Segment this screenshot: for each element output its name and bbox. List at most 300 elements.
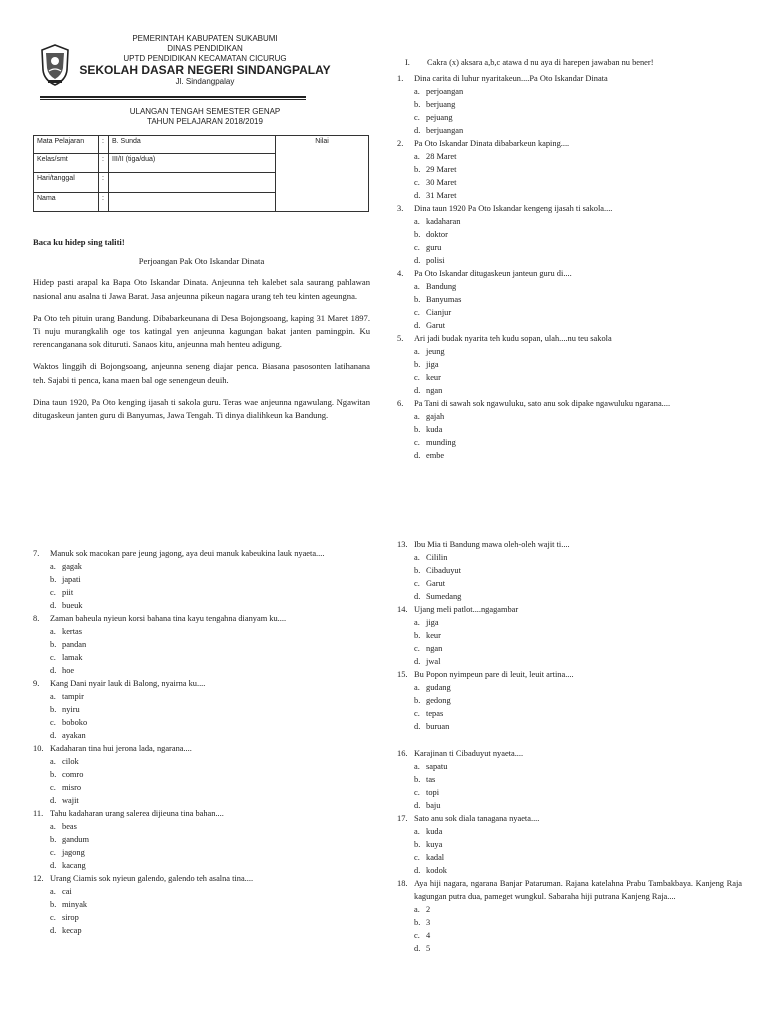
option-text: kuda bbox=[426, 827, 443, 836]
option-text: keur bbox=[426, 631, 441, 640]
option-text: baju bbox=[426, 801, 441, 810]
option-text: Garut bbox=[426, 321, 446, 330]
answer-option[interactable] bbox=[397, 681, 742, 694]
option-text: kadal bbox=[426, 853, 445, 862]
score-label: Nilai bbox=[315, 138, 329, 145]
question-stem: Sato anu sok diala tanagana nyaeta.... bbox=[414, 814, 540, 823]
info-sep: : bbox=[99, 136, 109, 154]
option-text: bueuk bbox=[62, 601, 83, 610]
question-number: 3. bbox=[397, 204, 404, 213]
question-item bbox=[33, 677, 371, 742]
option-text: 4 bbox=[426, 931, 431, 940]
question-stem: Pa Tani di sawah sok ngawuluku, sato anu sok dipake ngawuluku ngarana.... bbox=[414, 399, 671, 408]
info-label: Hari/tanggal bbox=[34, 173, 99, 193]
class-value: III/II (tiga/dua) bbox=[109, 154, 276, 173]
option-letter: c. bbox=[414, 579, 420, 588]
option-letter: b. bbox=[50, 640, 57, 649]
answer-option[interactable] bbox=[397, 616, 742, 629]
question-item bbox=[397, 202, 742, 267]
answer-option[interactable] bbox=[33, 560, 371, 573]
option-letter: b. bbox=[414, 840, 421, 849]
question-item bbox=[397, 812, 742, 877]
option-letter: d. bbox=[414, 451, 421, 460]
question-stem: Kadaharan tina hui jerona lada, ngarana.... bbox=[50, 744, 192, 753]
option-text: tampir bbox=[62, 692, 84, 701]
answer-option[interactable] bbox=[397, 903, 742, 916]
question-number: 14. bbox=[397, 605, 408, 614]
exam-year: TAHUN PELAJARAN 2018/2019 bbox=[147, 117, 263, 126]
option-text: kuda bbox=[426, 425, 443, 434]
answer-option[interactable] bbox=[33, 846, 371, 859]
option-letter: d. bbox=[414, 944, 421, 953]
option-letter: d. bbox=[414, 126, 421, 135]
option-text: kertas bbox=[62, 627, 82, 636]
answer-option[interactable] bbox=[397, 189, 742, 202]
answer-option[interactable] bbox=[397, 825, 742, 838]
question-item bbox=[397, 877, 742, 955]
option-letter: c. bbox=[414, 308, 420, 317]
answer-option[interactable] bbox=[33, 898, 371, 911]
uptd-line: UPTD PENDIDIKAN KECAMATAN CICURUG bbox=[123, 54, 287, 63]
answer-option[interactable] bbox=[397, 436, 742, 449]
question-item bbox=[397, 72, 742, 137]
option-text: doktor bbox=[426, 230, 448, 239]
option-text: 30 Maret bbox=[426, 178, 457, 187]
question-item bbox=[33, 807, 371, 872]
question-number: 1. bbox=[397, 74, 404, 83]
question-number: 7. bbox=[33, 549, 40, 558]
question-item bbox=[397, 603, 742, 668]
info-sep: : bbox=[99, 193, 109, 212]
question-number: 13. bbox=[397, 540, 408, 549]
answer-option[interactable] bbox=[397, 551, 742, 564]
answer-option[interactable] bbox=[33, 768, 371, 781]
answer-option[interactable] bbox=[397, 929, 742, 942]
option-text: keur bbox=[426, 373, 441, 382]
question-item bbox=[397, 668, 742, 733]
option-text: japati bbox=[62, 575, 81, 584]
option-letter: b. bbox=[414, 100, 421, 109]
option-letter: a. bbox=[414, 282, 420, 291]
answer-option[interactable] bbox=[397, 864, 742, 877]
question-stem: Ibu Mia ti Bandung mawa oleh-oleh wajit ti.... bbox=[414, 540, 570, 549]
option-letter: a. bbox=[414, 618, 420, 627]
option-letter: d. bbox=[414, 256, 421, 265]
option-letter: d. bbox=[50, 926, 57, 935]
reading-paragraph: Hidep pasti arapal ka Bapa Oto Iskandar Dinata. Anjeunna teh kalebet sala saurang pahlawan nasional anu asalna ti Jawa Barat. Jasa anjeunna pikeun nagara urang teh teu kinten ageungna. bbox=[33, 277, 370, 301]
option-letter: b. bbox=[50, 900, 57, 909]
option-letter: a. bbox=[414, 553, 420, 562]
answer-option[interactable] bbox=[33, 638, 371, 651]
option-letter: d. bbox=[414, 722, 421, 731]
option-text: kuya bbox=[426, 840, 443, 849]
answer-option[interactable] bbox=[397, 371, 742, 384]
answer-option[interactable] bbox=[397, 449, 742, 462]
answer-option[interactable] bbox=[33, 833, 371, 846]
answer-option[interactable] bbox=[397, 564, 742, 577]
question-stem: Pa Oto Iskandar Dinata dibabarkeun kaping.... bbox=[414, 139, 570, 148]
option-letter: d. bbox=[414, 386, 421, 395]
gov-line: PEMERINTAH KABUPATEN SUKABUMI bbox=[132, 34, 278, 43]
answer-option[interactable] bbox=[397, 655, 742, 668]
question-number: 9. bbox=[33, 679, 40, 688]
answer-option[interactable] bbox=[397, 410, 742, 423]
question-stem: Tahu kadaharan urang salerea dijieuna tina bahan.... bbox=[50, 809, 224, 818]
option-letter: b. bbox=[414, 918, 421, 927]
option-text: 5 bbox=[426, 944, 431, 953]
option-text: Sumedang bbox=[426, 592, 462, 601]
subject-value: B. Sunda bbox=[109, 136, 276, 154]
answer-option[interactable] bbox=[33, 794, 371, 807]
answer-option[interactable] bbox=[33, 573, 371, 586]
answer-option[interactable] bbox=[397, 694, 742, 707]
option-letter: b. bbox=[414, 696, 421, 705]
answer-option[interactable] bbox=[397, 319, 742, 332]
answer-option[interactable] bbox=[397, 577, 742, 590]
option-text: kadaharan bbox=[426, 217, 461, 226]
score-box bbox=[276, 136, 369, 212]
question-stem: Manuk sok macokan pare jeung jagong, aya deui manuk kabeukina lauk nyaeta.... bbox=[50, 549, 325, 558]
option-text: kacang bbox=[62, 861, 86, 870]
option-text: 29 Maret bbox=[426, 165, 457, 174]
option-text: sirop bbox=[62, 913, 79, 922]
question-item bbox=[397, 267, 742, 332]
option-text: Cibaduyut bbox=[426, 566, 461, 575]
question-stem: Karajinan ti Cibaduyut nyaeta.... bbox=[414, 749, 524, 758]
option-letter: d. bbox=[414, 657, 421, 666]
option-text: berjuangan bbox=[426, 126, 464, 135]
option-letter: c. bbox=[414, 438, 420, 447]
header-divider-thin bbox=[40, 99, 306, 100]
option-letter: b. bbox=[50, 575, 57, 584]
question-number: 18. bbox=[397, 879, 408, 888]
option-letter: a. bbox=[50, 562, 56, 571]
option-text: cilok bbox=[62, 757, 79, 766]
option-text: beas bbox=[62, 822, 77, 831]
info-sep: : bbox=[99, 173, 109, 193]
option-letter: b. bbox=[50, 770, 57, 779]
option-letter: d. bbox=[50, 861, 57, 870]
option-text: pejuang bbox=[426, 113, 453, 122]
answer-option[interactable] bbox=[397, 98, 742, 111]
question-stem: Ari jadi budak nyarita teh kudu sopan, ulah....nu teu sakola bbox=[414, 334, 612, 343]
answer-option[interactable] bbox=[33, 820, 371, 833]
date-field[interactable] bbox=[109, 173, 276, 193]
question-number: 4. bbox=[397, 269, 404, 278]
question-number: 15. bbox=[397, 670, 408, 679]
option-letter: a. bbox=[414, 762, 420, 771]
answer-option[interactable] bbox=[33, 716, 371, 729]
answer-option[interactable] bbox=[397, 786, 742, 799]
question-item bbox=[397, 332, 742, 397]
question-stem: Pa Oto Iskandar ditugaskeun janteun guru di.... bbox=[414, 269, 572, 278]
option-letter: a. bbox=[414, 347, 420, 356]
option-text: Banyumas bbox=[426, 295, 462, 304]
option-text: jiga bbox=[426, 360, 439, 369]
answer-option[interactable] bbox=[397, 345, 742, 358]
option-letter: c. bbox=[414, 644, 420, 653]
answer-option[interactable] bbox=[397, 150, 742, 163]
answer-option[interactable] bbox=[397, 176, 742, 189]
answer-option[interactable] bbox=[33, 664, 371, 677]
answer-option[interactable] bbox=[397, 642, 742, 655]
option-text: ayakan bbox=[62, 731, 86, 740]
option-text: 31 Maret bbox=[426, 191, 457, 200]
option-letter: c. bbox=[414, 113, 420, 122]
option-letter: c. bbox=[414, 788, 420, 797]
option-text: pandan bbox=[62, 640, 87, 649]
question-item bbox=[397, 397, 742, 462]
answer-option[interactable] bbox=[397, 111, 742, 124]
answer-option[interactable] bbox=[397, 124, 742, 137]
questions-bottom-right bbox=[397, 538, 742, 955]
answer-option[interactable] bbox=[33, 586, 371, 599]
option-letter: c. bbox=[50, 783, 56, 792]
option-text: Bandung bbox=[426, 282, 457, 291]
info-sep: : bbox=[99, 154, 109, 173]
answer-option[interactable] bbox=[397, 942, 742, 955]
question-item bbox=[397, 538, 742, 603]
answer-option[interactable] bbox=[397, 241, 742, 254]
option-letter: c. bbox=[50, 653, 56, 662]
question-stem: Dina taun 1920 Pa Oto Iskandar kengeng ijasah ti sakola.... bbox=[414, 204, 613, 213]
option-text: minyak bbox=[62, 900, 88, 909]
answer-option[interactable] bbox=[33, 781, 371, 794]
answer-option[interactable] bbox=[397, 799, 742, 812]
option-text: gajah bbox=[426, 412, 445, 421]
question-number: 16. bbox=[397, 749, 408, 758]
answer-option[interactable] bbox=[33, 703, 371, 716]
option-text: Garut bbox=[426, 579, 446, 588]
option-text: Cililin bbox=[426, 553, 448, 562]
option-text: cai bbox=[62, 887, 72, 896]
option-text: jiga bbox=[426, 618, 439, 627]
question-item bbox=[397, 747, 742, 812]
exam-title: ULANGAN TENGAH SEMESTER GENAP bbox=[129, 107, 281, 116]
option-letter: c. bbox=[50, 913, 56, 922]
option-letter: d. bbox=[414, 321, 421, 330]
option-text: gudang bbox=[426, 683, 451, 692]
answer-option[interactable] bbox=[33, 911, 371, 924]
option-text: jagong bbox=[62, 848, 85, 857]
answer-option[interactable] bbox=[397, 916, 742, 929]
option-text: embe bbox=[426, 451, 445, 460]
reading-title: Perjoangan Pak Oto Iskandar Dinata bbox=[138, 256, 265, 267]
option-letter: a. bbox=[50, 627, 56, 636]
answer-option[interactable] bbox=[397, 254, 742, 267]
reading-paragraph: Pa Oto teh pituin urang Bandung. Dibabarkeunana di Desa Bojongsoang, kaping 31 Maret 1897. Ti nuju murangkalih oge tos katingal yen anjeunna kagungan bakat janten pamingpin. Ku rerencanganana sok dituruti. Sanaos kitu, anjeunna mah henteu adigung. bbox=[33, 312, 370, 350]
answer-option[interactable] bbox=[397, 629, 742, 642]
answer-option[interactable] bbox=[397, 423, 742, 436]
option-letter: d. bbox=[50, 666, 57, 675]
option-letter: c. bbox=[50, 718, 56, 727]
option-letter: c. bbox=[414, 931, 420, 940]
option-letter: b. bbox=[414, 230, 421, 239]
option-letter: b. bbox=[414, 360, 421, 369]
option-letter: a. bbox=[414, 827, 420, 836]
student-info-table bbox=[33, 135, 369, 212]
option-letter: a. bbox=[50, 887, 56, 896]
option-text: perjoangan bbox=[426, 87, 464, 96]
question-item bbox=[33, 872, 371, 937]
option-letter: b. bbox=[414, 165, 421, 174]
reading-paragraph: Dina taun 1920, Pa Oto kenging ijasah ti sakola guru. Teras wae anjeunna ngawulang. Ngawitan ditugaskeun janten guru di Banyumas, Jawa Tengah. Ti dinya dialihkeun ka Bandung. bbox=[33, 396, 370, 421]
answer-option[interactable] bbox=[397, 838, 742, 851]
option-letter: c. bbox=[414, 853, 420, 862]
option-text: ngan bbox=[426, 644, 443, 653]
answer-option[interactable] bbox=[33, 599, 371, 612]
question-number: 10. bbox=[33, 744, 44, 753]
school-name: SEKOLAH DASAR NEGERI SINDANGPALAY bbox=[79, 63, 331, 77]
answer-option[interactable] bbox=[33, 625, 371, 638]
reading-instruction: Baca ku hidep sing taliti! bbox=[33, 237, 125, 247]
questions-bottom-left bbox=[33, 547, 371, 937]
option-text: ngan bbox=[426, 386, 443, 395]
option-text: misro bbox=[62, 783, 82, 792]
reading-paragraph: Waktos linggih di Bojongsoang, anjeunna seneng diajar penca. Biasana pasosonten latihanana teh. Sajabi ti penca, kana maen bal oge senengeun deuih. bbox=[33, 361, 370, 385]
answer-option[interactable] bbox=[33, 924, 371, 937]
question-number: 8. bbox=[33, 614, 40, 623]
answer-option[interactable] bbox=[397, 293, 742, 306]
option-letter: d. bbox=[414, 866, 421, 875]
answer-option[interactable] bbox=[33, 859, 371, 872]
option-letter: c. bbox=[414, 178, 420, 187]
option-letter: d. bbox=[50, 601, 57, 610]
question-number: 5. bbox=[397, 334, 404, 343]
answer-option[interactable] bbox=[397, 85, 742, 98]
question-item bbox=[33, 547, 371, 612]
option-text: 28 Maret bbox=[426, 152, 457, 161]
answer-option[interactable] bbox=[397, 163, 742, 176]
option-letter: b. bbox=[414, 295, 421, 304]
question-number: 6. bbox=[397, 399, 404, 408]
option-letter: c. bbox=[414, 243, 420, 252]
question-number: 11. bbox=[33, 809, 44, 818]
option-letter: a. bbox=[50, 757, 56, 766]
answer-option[interactable] bbox=[397, 215, 742, 228]
option-text: munding bbox=[426, 438, 456, 447]
question-stem: Kang Dani nyair lauk di Balong, nyairna ku.... bbox=[50, 679, 206, 688]
answer-option[interactable] bbox=[397, 358, 742, 371]
header-divider bbox=[40, 96, 306, 98]
answer-option[interactable] bbox=[397, 851, 742, 864]
option-text: buruan bbox=[426, 722, 450, 731]
option-text: hoe bbox=[62, 666, 75, 675]
option-letter: d. bbox=[50, 731, 57, 740]
option-letter: b. bbox=[50, 705, 57, 714]
section-number: I. bbox=[405, 58, 410, 67]
option-letter: d. bbox=[414, 191, 421, 200]
question-stem: Dina carita di luhur nyaritakeun....Pa Oto Iskandar Dinata bbox=[414, 74, 608, 83]
option-letter: c. bbox=[50, 848, 56, 857]
question-stem: Ujang meli patlot....ngagambar bbox=[414, 605, 519, 614]
question-stem: Zaman baheula nyieun korsi bahana tina kayu tengahna dianyam ku.... bbox=[50, 614, 287, 623]
option-text: 2 bbox=[426, 905, 431, 914]
option-text: kodok bbox=[426, 866, 447, 875]
option-letter: b. bbox=[414, 775, 421, 784]
option-text: gandum bbox=[62, 835, 89, 844]
answer-option[interactable] bbox=[397, 707, 742, 720]
option-text: piit bbox=[62, 588, 74, 597]
question-number: 2. bbox=[397, 139, 404, 148]
option-text: gedong bbox=[426, 696, 451, 705]
question-item bbox=[397, 137, 742, 202]
option-text: kecap bbox=[62, 926, 82, 935]
name-field[interactable] bbox=[109, 193, 276, 212]
regency-logo bbox=[40, 44, 70, 86]
option-letter: a. bbox=[50, 822, 56, 831]
option-text: wajit bbox=[62, 796, 79, 805]
question-number: 12. bbox=[33, 874, 44, 883]
option-text: comro bbox=[62, 770, 84, 779]
option-text: 3 bbox=[426, 918, 431, 927]
option-letter: d. bbox=[50, 796, 57, 805]
option-letter: a. bbox=[414, 217, 420, 226]
option-letter: a. bbox=[414, 412, 420, 421]
answer-option[interactable] bbox=[33, 690, 371, 703]
question-stem: Bu Popon nyimpeun pare di leuit, leuit artina.... bbox=[414, 670, 574, 679]
option-text: jeung bbox=[426, 347, 445, 356]
option-text: sapatu bbox=[426, 762, 448, 771]
answer-option[interactable] bbox=[397, 590, 742, 603]
answer-option[interactable] bbox=[397, 228, 742, 241]
school-address: Jl. Sindangpalay bbox=[175, 77, 235, 86]
answer-option[interactable] bbox=[33, 885, 371, 898]
option-text: boboko bbox=[62, 718, 88, 727]
info-label: Kelas/smt bbox=[34, 154, 99, 173]
answer-option[interactable] bbox=[397, 720, 742, 733]
option-text: gagak bbox=[62, 562, 82, 571]
option-text: lamak bbox=[62, 653, 83, 662]
question-item bbox=[33, 612, 371, 677]
option-text: polisi bbox=[426, 256, 445, 265]
option-letter: b. bbox=[414, 425, 421, 434]
question-stem: Urang Ciamis sok nyieun galendo, galendo teh asalna tina.... bbox=[50, 874, 254, 883]
question-stem: Aya hiji nagara, ngarana Banjar Pataruman. Rajana katelahna Prabu Tambakbaya. Kanjeng Raja kagungan putra dua, pameget wungkul. Sabaraha hiji putrana Kanjeng Raja.... bbox=[414, 879, 742, 901]
info-label: Mata Pelajaran bbox=[34, 136, 99, 154]
option-text: topi bbox=[426, 788, 440, 797]
option-letter: b. bbox=[414, 566, 421, 575]
answer-option[interactable] bbox=[397, 306, 742, 319]
option-text: nyiru bbox=[62, 705, 80, 714]
answer-option[interactable] bbox=[33, 729, 371, 742]
question-number: 17. bbox=[397, 814, 408, 823]
option-letter: b. bbox=[50, 835, 57, 844]
answer-option[interactable] bbox=[397, 773, 742, 786]
option-text: tepas bbox=[426, 709, 444, 718]
option-letter: c. bbox=[50, 588, 56, 597]
option-text: guru bbox=[426, 243, 442, 252]
option-letter: a. bbox=[414, 683, 420, 692]
answer-option[interactable] bbox=[397, 384, 742, 397]
answer-option[interactable] bbox=[397, 760, 742, 773]
info-label: Nama bbox=[34, 193, 99, 212]
option-letter: b. bbox=[414, 631, 421, 640]
option-letter: c. bbox=[414, 709, 420, 718]
option-letter: c. bbox=[414, 373, 420, 382]
option-letter: d. bbox=[414, 801, 421, 810]
option-letter: a. bbox=[50, 692, 56, 701]
answer-option[interactable] bbox=[33, 651, 371, 664]
option-text: Cianjur bbox=[426, 308, 452, 317]
option-letter: a. bbox=[414, 87, 420, 96]
option-letter: a. bbox=[414, 152, 420, 161]
option-letter: d. bbox=[414, 592, 421, 601]
answer-option[interactable] bbox=[33, 755, 371, 768]
question-item bbox=[33, 742, 371, 807]
dept-line: DINAS PENDIDIKAN bbox=[167, 44, 243, 53]
answer-option[interactable] bbox=[397, 280, 742, 293]
